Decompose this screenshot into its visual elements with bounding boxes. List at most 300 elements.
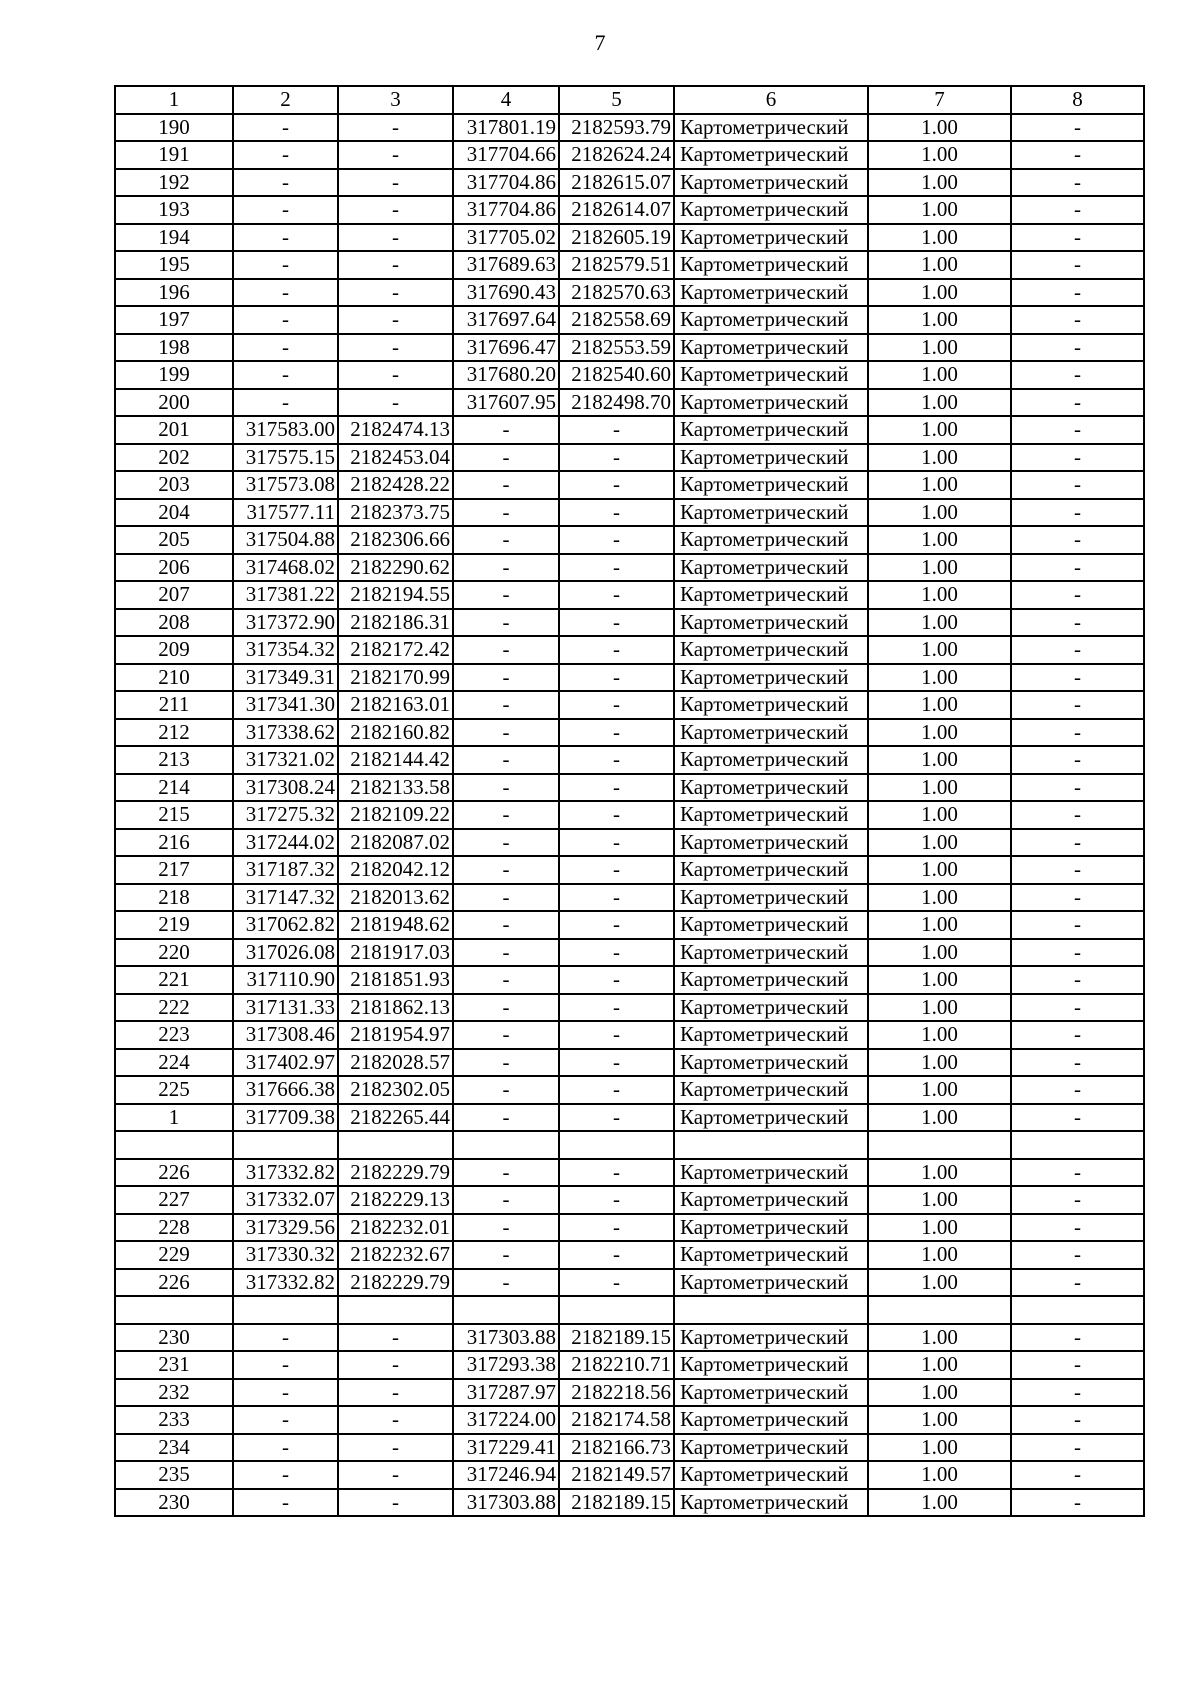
point-number-cell: 216 [115,829,233,857]
y-new-cell [559,1296,674,1324]
point-number-cell: 209 [115,636,233,664]
method-cell: Картометрический [674,416,868,444]
x-new-cell: - [453,416,559,444]
method-cell: Картометрический [674,994,868,1022]
accuracy-cell: 1.00 [868,801,1011,829]
accuracy-cell: 1.00 [868,251,1011,279]
y-old-cell: 2182302.05 [338,1076,453,1104]
x-new-cell: 317680.20 [453,361,559,389]
note-cell: - [1011,884,1144,912]
table-header-row [115,86,1144,114]
x-new-cell: - [453,1104,559,1132]
x-new-cell: - [453,719,559,747]
table-row [115,664,1144,692]
y-new-cell: - [559,416,674,444]
point-number-cell: 196 [115,279,233,307]
y-old-cell: 2182186.31 [338,609,453,637]
note-cell: - [1011,499,1144,527]
accuracy-cell: 1.00 [868,1489,1011,1517]
x-new-cell: 317689.63 [453,251,559,279]
note-cell: - [1011,664,1144,692]
y-new-cell: 2182540.60 [559,361,674,389]
y-new-cell [559,1131,674,1159]
accuracy-cell: 1.00 [868,1159,1011,1187]
x-old-cell: 317338.62 [233,719,338,747]
x-new-cell: - [453,746,559,774]
note-cell: - [1011,939,1144,967]
point-number-cell: 234 [115,1434,233,1462]
x-new-cell: - [453,444,559,472]
method-cell: Картометрический [674,911,868,939]
header-col-1: 1 [115,86,233,114]
y-old-cell: - [338,306,453,334]
y-new-cell: 2182558.69 [559,306,674,334]
note-cell: - [1011,196,1144,224]
method-cell: Картометрический [674,1351,868,1379]
y-new-cell: - [559,746,674,774]
x-new-cell: 317705.02 [453,224,559,252]
x-old-cell: 317573.08 [233,471,338,499]
y-old-cell: 2181954.97 [338,1021,453,1049]
y-new-cell: 2182624.24 [559,141,674,169]
table-row [115,939,1144,967]
y-old-cell: - [338,1406,453,1434]
y-new-cell: 2182570.63 [559,279,674,307]
table-row [115,966,1144,994]
method-cell: Картометрический [674,526,868,554]
accuracy-cell: 1.00 [868,361,1011,389]
table-row [115,1269,1144,1297]
accuracy-cell: 1.00 [868,691,1011,719]
note-cell: - [1011,526,1144,554]
method-cell: Картометрический [674,939,868,967]
x-new-cell: 317287.97 [453,1379,559,1407]
note-cell: - [1011,1159,1144,1187]
y-old-cell: 2182144.42 [338,746,453,774]
y-old-cell: 2181948.62 [338,911,453,939]
y-old-cell: 2182163.01 [338,691,453,719]
method-cell: Картометрический [674,801,868,829]
x-new-cell: 317293.38 [453,1351,559,1379]
y-new-cell: - [559,1104,674,1132]
coordinates-table [114,85,1145,1517]
x-old-cell: 317329.56 [233,1214,338,1242]
y-old-cell: - [338,389,453,417]
y-new-cell: 2182553.59 [559,334,674,362]
x-new-cell: 317303.88 [453,1324,559,1352]
method-cell [674,1296,868,1324]
accuracy-cell: 1.00 [868,966,1011,994]
x-new-cell: - [453,856,559,884]
x-old-cell: - [233,1379,338,1407]
point-number-cell: 226 [115,1269,233,1297]
accuracy-cell: 1.00 [868,581,1011,609]
note-cell: - [1011,224,1144,252]
table-row [115,554,1144,582]
accuracy-cell: 1.00 [868,1461,1011,1489]
method-cell: Картометрический [674,196,868,224]
x-old-cell: - [233,1324,338,1352]
accuracy-cell: 1.00 [868,389,1011,417]
y-new-cell: 2182614.07 [559,196,674,224]
note-cell: - [1011,774,1144,802]
note-cell: - [1011,609,1144,637]
note-cell: - [1011,1021,1144,1049]
accuracy-cell: 1.00 [868,1351,1011,1379]
x-old-cell: - [233,1434,338,1462]
y-old-cell: 2182265.44 [338,1104,453,1132]
header-col-3: 3 [338,86,453,114]
x-new-cell: - [453,829,559,857]
y-old-cell [338,1296,453,1324]
note-cell: - [1011,416,1144,444]
point-number-cell: 220 [115,939,233,967]
accuracy-cell: 1.00 [868,856,1011,884]
point-number-cell: 206 [115,554,233,582]
header-col-4: 4 [453,86,559,114]
point-number-cell [115,1131,233,1159]
note-cell: - [1011,1241,1144,1269]
x-old-cell: - [233,1489,338,1517]
y-old-cell: 2182160.82 [338,719,453,747]
x-new-cell: 317696.47 [453,334,559,362]
point-number-cell: 203 [115,471,233,499]
table-row [115,1379,1144,1407]
method-cell: Картометрический [674,334,868,362]
point-number-cell: 230 [115,1489,233,1517]
point-number-cell: 204 [115,499,233,527]
y-old-cell: - [338,224,453,252]
x-old-cell: - [233,334,338,362]
y-new-cell: 2182498.70 [559,389,674,417]
accuracy-cell: 1.00 [868,746,1011,774]
note-cell: - [1011,1434,1144,1462]
header-col-6: 6 [674,86,868,114]
accuracy-cell [868,1296,1011,1324]
note-cell: - [1011,279,1144,307]
note-cell: - [1011,1406,1144,1434]
y-old-cell: 2182428.22 [338,471,453,499]
method-cell: Картометрический [674,884,868,912]
accuracy-cell: 1.00 [868,526,1011,554]
accuracy-cell: 1.00 [868,114,1011,142]
x-old-cell: 317577.11 [233,499,338,527]
accuracy-cell: 1.00 [868,719,1011,747]
note-cell: - [1011,334,1144,362]
note-cell [1011,1296,1144,1324]
method-cell [674,1131,868,1159]
table-row [115,911,1144,939]
accuracy-cell: 1.00 [868,1049,1011,1077]
method-cell: Картометрический [674,554,868,582]
accuracy-cell: 1.00 [868,554,1011,582]
point-number-cell: 224 [115,1049,233,1077]
y-new-cell: - [559,801,674,829]
x-old-cell: 317372.90 [233,609,338,637]
method-cell: Картометрический [674,1186,868,1214]
x-new-cell: - [453,994,559,1022]
y-new-cell: - [559,526,674,554]
table-row [115,801,1144,829]
accuracy-cell: 1.00 [868,416,1011,444]
accuracy-cell: 1.00 [868,224,1011,252]
note-cell [1011,1131,1144,1159]
x-new-cell: 317704.66 [453,141,559,169]
x-old-cell: - [233,224,338,252]
header-col-2: 2 [233,86,338,114]
point-number-cell: 210 [115,664,233,692]
x-old-cell: - [233,196,338,224]
note-cell: - [1011,994,1144,1022]
y-new-cell: - [559,1186,674,1214]
note-cell: - [1011,554,1144,582]
y-new-cell: 2182579.51 [559,251,674,279]
method-cell: Картометрический [674,581,868,609]
note-cell: - [1011,719,1144,747]
x-new-cell: 317229.41 [453,1434,559,1462]
accuracy-cell: 1.00 [868,939,1011,967]
x-old-cell: - [233,361,338,389]
table-row [115,526,1144,554]
x-new-cell: - [453,801,559,829]
x-old-cell: 317147.32 [233,884,338,912]
table-row [115,1131,1144,1159]
x-new-cell: - [453,554,559,582]
method-cell: Картометрический [674,1489,868,1517]
note-cell: - [1011,1324,1144,1352]
x-old-cell: 317330.32 [233,1241,338,1269]
table-row [115,994,1144,1022]
x-old-cell: 317110.90 [233,966,338,994]
note-cell: - [1011,856,1144,884]
y-old-cell: - [338,1324,453,1352]
x-new-cell: - [453,609,559,637]
point-number-cell: 231 [115,1351,233,1379]
table-row [115,1489,1144,1517]
point-number-cell: 1 [115,1104,233,1132]
table-row [115,1021,1144,1049]
header-col-5: 5 [559,86,674,114]
point-number-cell: 211 [115,691,233,719]
x-old-cell: 317308.24 [233,774,338,802]
table-row [115,746,1144,774]
table-row [115,499,1144,527]
x-new-cell: - [453,471,559,499]
method-cell: Картометрический [674,1159,868,1187]
note-cell: - [1011,636,1144,664]
method-cell: Картометрический [674,1269,868,1297]
accuracy-cell: 1.00 [868,306,1011,334]
x-new-cell: - [453,636,559,664]
note-cell: - [1011,911,1144,939]
point-number-cell: 233 [115,1406,233,1434]
y-new-cell: - [559,444,674,472]
method-cell: Картометрический [674,719,868,747]
y-old-cell: 2181917.03 [338,939,453,967]
x-new-cell: 317303.88 [453,1489,559,1517]
point-number-cell: 227 [115,1186,233,1214]
x-old-cell: 317244.02 [233,829,338,857]
point-number-cell: 212 [115,719,233,747]
x-old-cell: 317354.32 [233,636,338,664]
x-old-cell: - [233,1351,338,1379]
x-old-cell: 317187.32 [233,856,338,884]
point-number-cell: 199 [115,361,233,389]
x-new-cell: - [453,1159,559,1187]
point-number-cell: 190 [115,114,233,142]
x-old-cell: 317402.97 [233,1049,338,1077]
method-cell: Картометрический [674,636,868,664]
y-old-cell: - [338,251,453,279]
point-number-cell: 228 [115,1214,233,1242]
y-old-cell: - [338,361,453,389]
x-new-cell: 317801.19 [453,114,559,142]
note-cell: - [1011,1214,1144,1242]
point-number-cell: 198 [115,334,233,362]
x-old-cell: - [233,306,338,334]
y-new-cell: - [559,1076,674,1104]
y-old-cell: - [338,141,453,169]
y-old-cell: 2182133.58 [338,774,453,802]
x-old-cell [233,1131,338,1159]
x-new-cell: - [453,499,559,527]
note-cell: - [1011,691,1144,719]
method-cell: Картометрический [674,114,868,142]
point-number-cell: 230 [115,1324,233,1352]
note-cell: - [1011,444,1144,472]
x-old-cell: - [233,141,338,169]
point-number-cell: 213 [115,746,233,774]
accuracy-cell: 1.00 [868,636,1011,664]
table-row [115,196,1144,224]
method-cell: Картометрический [674,251,868,279]
table-row [115,1324,1144,1352]
point-number-cell: 222 [115,994,233,1022]
point-number-cell: 235 [115,1461,233,1489]
accuracy-cell: 1.00 [868,664,1011,692]
table-row [115,224,1144,252]
method-cell: Картометрический [674,1379,868,1407]
note-cell: - [1011,1489,1144,1517]
method-cell: Картометрический [674,1214,868,1242]
x-old-cell: 317349.31 [233,664,338,692]
x-new-cell: - [453,1076,559,1104]
method-cell: Картометрический [674,444,868,472]
y-old-cell: 2182028.57 [338,1049,453,1077]
y-old-cell: - [338,1351,453,1379]
note-cell: - [1011,471,1144,499]
y-new-cell: 2182189.15 [559,1489,674,1517]
accuracy-cell: 1.00 [868,141,1011,169]
method-cell: Картометрический [674,1461,868,1489]
accuracy-cell: 1.00 [868,884,1011,912]
x-old-cell: - [233,279,338,307]
y-old-cell: - [338,1461,453,1489]
y-new-cell: - [559,1241,674,1269]
y-old-cell: 2182172.42 [338,636,453,664]
method-cell: Картометрический [674,361,868,389]
accuracy-cell: 1.00 [868,1104,1011,1132]
method-cell: Картометрический [674,279,868,307]
accuracy-cell: 1.00 [868,1214,1011,1242]
y-old-cell: 2182232.01 [338,1214,453,1242]
y-new-cell: 2182189.15 [559,1324,674,1352]
table-row [115,1159,1144,1187]
method-cell: Картометрический [674,1434,868,1462]
method-cell: Картометрический [674,966,868,994]
point-number-cell: 193 [115,196,233,224]
table-row [115,471,1144,499]
note-cell: - [1011,1049,1144,1077]
x-old-cell: 317504.88 [233,526,338,554]
table-row [115,169,1144,197]
x-new-cell: - [453,1269,559,1297]
point-number-cell: 200 [115,389,233,417]
x-new-cell: - [453,581,559,609]
table-row [115,719,1144,747]
point-number-cell: 218 [115,884,233,912]
note-cell: - [1011,1076,1144,1104]
table-row [115,774,1144,802]
accuracy-cell: 1.00 [868,1406,1011,1434]
note-cell: - [1011,389,1144,417]
y-new-cell: - [559,966,674,994]
note-cell: - [1011,169,1144,197]
point-number-cell: 232 [115,1379,233,1407]
y-old-cell: 2182229.79 [338,1159,453,1187]
method-cell: Картометрический [674,664,868,692]
x-new-cell: - [453,774,559,802]
method-cell: Картометрический [674,1104,868,1132]
y-old-cell: - [338,114,453,142]
y-old-cell: 2182306.66 [338,526,453,554]
x-new-cell: 317246.94 [453,1461,559,1489]
table-row [115,856,1144,884]
y-new-cell: - [559,471,674,499]
y-new-cell: 2182166.73 [559,1434,674,1462]
method-cell: Картометрический [674,1076,868,1104]
y-new-cell: - [559,829,674,857]
accuracy-cell: 1.00 [868,1324,1011,1352]
x-old-cell: 317062.82 [233,911,338,939]
accuracy-cell: 1.00 [868,1076,1011,1104]
page-number: 7 [594,30,606,55]
point-number-cell: 201 [115,416,233,444]
accuracy-cell: 1.00 [868,994,1011,1022]
note-cell: - [1011,1186,1144,1214]
note-cell: - [1011,251,1144,279]
accuracy-cell: 1.00 [868,1186,1011,1214]
x-old-cell: 317332.82 [233,1159,338,1187]
point-number-cell [115,1296,233,1324]
y-new-cell: - [559,1049,674,1077]
y-old-cell: - [338,1379,453,1407]
table-row [115,114,1144,142]
table-row [115,1186,1144,1214]
y-new-cell: - [559,499,674,527]
y-old-cell: 2182229.79 [338,1269,453,1297]
point-number-cell: 214 [115,774,233,802]
point-number-cell: 202 [115,444,233,472]
note-cell: - [1011,829,1144,857]
y-new-cell: - [559,1021,674,1049]
x-old-cell: - [233,1461,338,1489]
x-new-cell: - [453,1049,559,1077]
accuracy-cell: 1.00 [868,829,1011,857]
y-new-cell: 2182615.07 [559,169,674,197]
accuracy-cell: 1.00 [868,334,1011,362]
x-new-cell: - [453,911,559,939]
